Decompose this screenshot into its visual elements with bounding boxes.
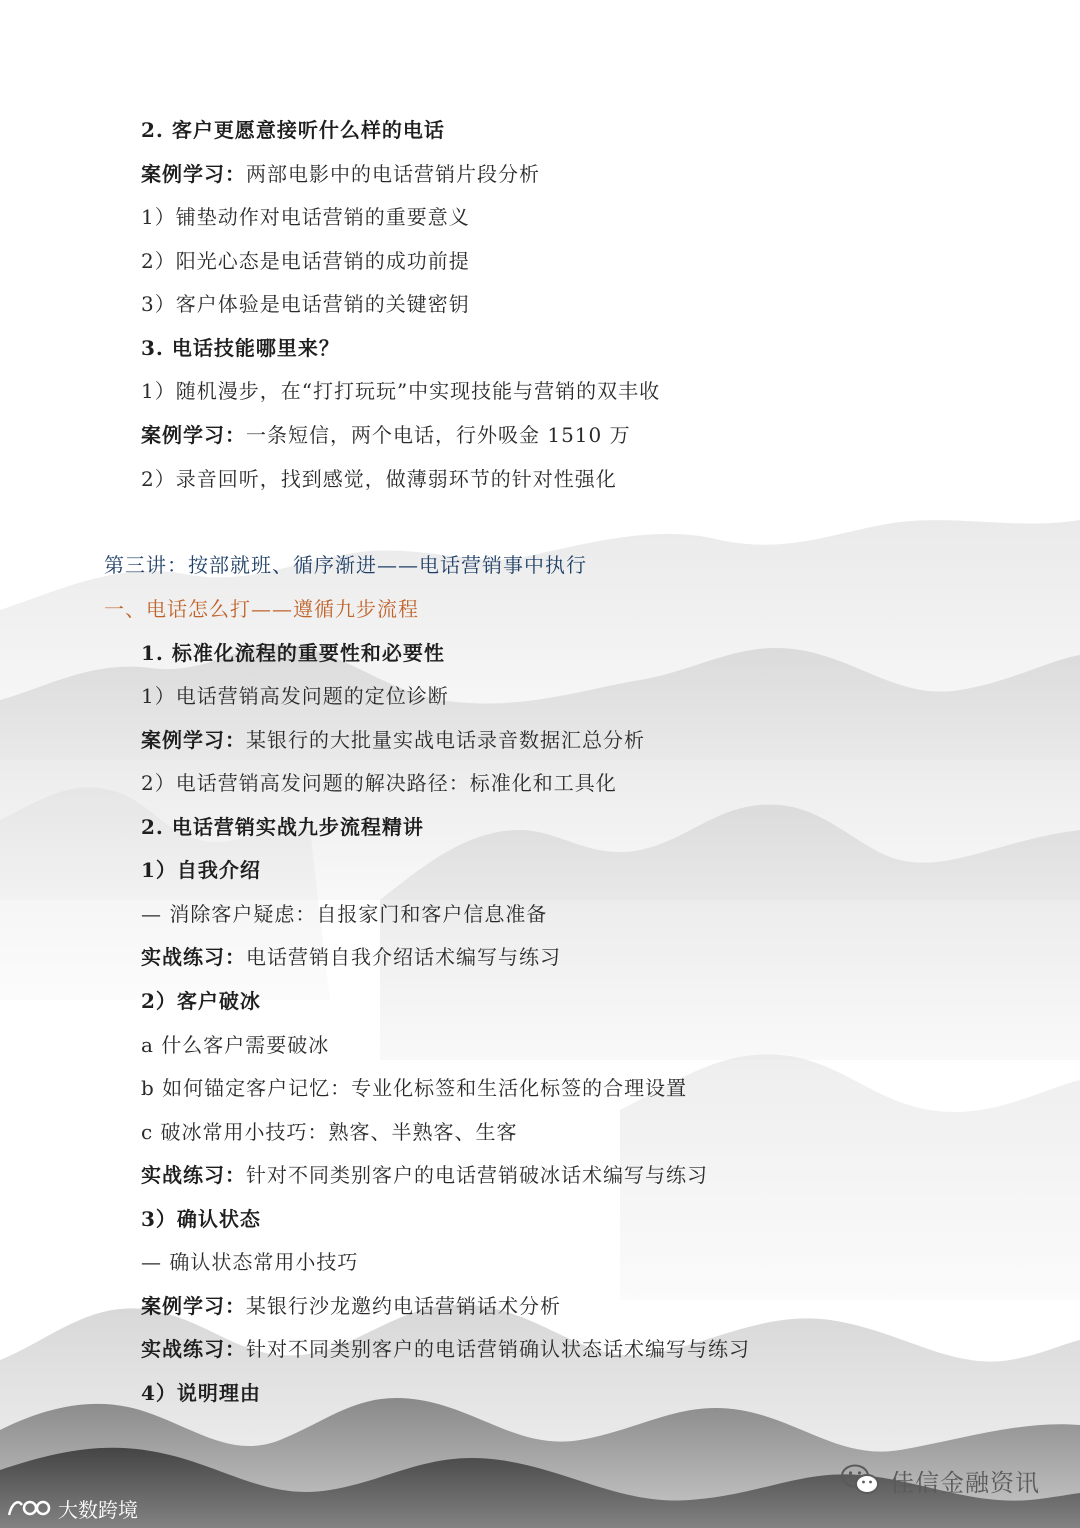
section-heading: 1. 标准化流程的重要性和必要性: [141, 641, 445, 665]
wechat-icon: [840, 1463, 880, 1497]
case-study-line: 案例学习：两部电影中的电话营销片段分析: [141, 162, 540, 186]
list-item: — 确认状态常用小技巧: [141, 1250, 359, 1274]
practice-line: 实战练习：针对不同类别客户的电话营销破冰话术编写与练习: [141, 1163, 708, 1187]
section-heading: 3. 电话技能哪里来？: [141, 336, 340, 360]
section-heading: 2. 客户更愿意接听什么样的电话: [141, 118, 445, 142]
sub-heading: 2）客户破冰: [141, 989, 261, 1013]
watermark-right: [840, 1460, 1040, 1500]
watermark-right-text: 佳信金融资讯: [890, 1468, 1040, 1497]
list-item: 1）铺垫动作对电话营销的重要意义: [141, 205, 470, 229]
list-item: c 破冰常用小技巧：熟客、半熟客、生客: [141, 1120, 518, 1144]
list-item: 1）随机漫步，在“打打玩玩”中实现技能与营销的双丰收: [141, 379, 661, 403]
list-item: a 什么客户需要破冰: [141, 1033, 330, 1057]
practice-line: 实战练习：电话营销自我介绍话术编写与练习: [141, 945, 561, 969]
section-heading: 2. 电话营销实战九步流程精讲: [141, 815, 424, 839]
chapter-heading: 一、电话怎么打——遵循九步流程: [104, 597, 419, 621]
list-item: — 消除客户疑虑：自报家门和客户信息准备: [141, 902, 548, 926]
list-item: 2）录音回听，找到感觉，做薄弱环节的针对性强化: [141, 467, 617, 491]
100-logo-icon: [6, 1495, 52, 1521]
case-study-line: 案例学习：一条短信，两个电话，行外吸金 1510 万: [141, 423, 631, 447]
sub-heading: 3）确认状态: [141, 1207, 261, 1231]
watermark-left: [6, 1492, 138, 1524]
list-item: 1）电话营销高发问题的定位诊断: [141, 684, 449, 708]
watermark-left-text: 大数跨境: [58, 1497, 138, 1522]
sub-heading: 4）说明理由: [141, 1381, 261, 1405]
list-item: 2）阳光心态是电话营销的成功前提: [141, 249, 470, 273]
case-study-line: 案例学习：某银行沙龙邀约电话营销话术分析: [141, 1294, 561, 1318]
list-item: 3）客户体验是电话营销的关键密钥: [141, 292, 470, 316]
sub-heading: 1）自我介绍: [141, 858, 261, 882]
case-study-line: 案例学习：某银行的大批量实战电话录音数据汇总分析: [141, 728, 645, 752]
list-item: 2）电话营销高发问题的解决路径：标准化和工具化: [141, 771, 617, 795]
practice-line: 实战练习：针对不同类别客户的电话营销确认状态话术编写与练习: [141, 1337, 750, 1361]
list-item: b 如何锚定客户记忆：专业化标签和生活化标签的合理设置: [141, 1076, 688, 1100]
lecture-heading: 第三讲：按部就班、循序渐进——电话营销事中执行: [104, 553, 587, 577]
